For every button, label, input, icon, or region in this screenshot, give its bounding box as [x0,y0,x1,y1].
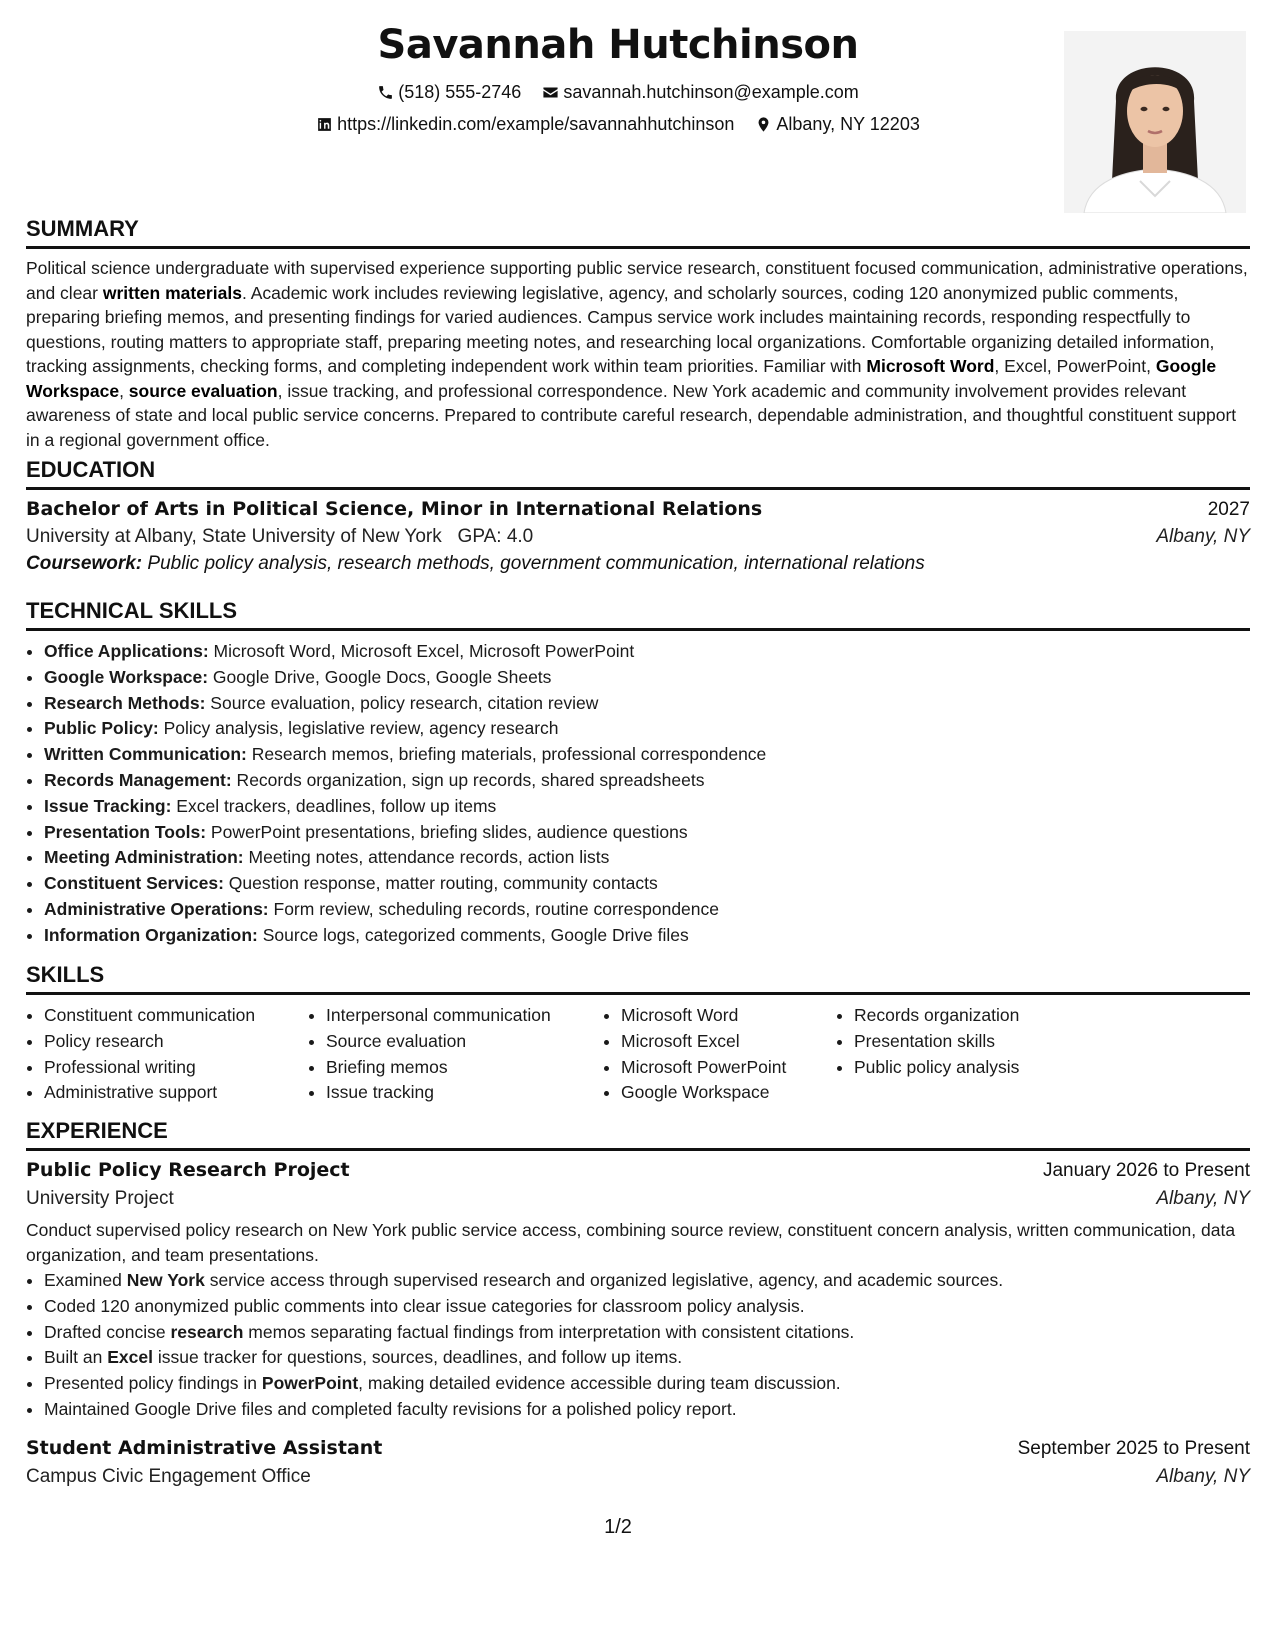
job-org: University Project [26,1188,174,1209]
text-segment: Built an [44,1347,108,1368]
degree-title: Bachelor of Arts in Political Science, Minor in International Relations [26,498,763,520]
skill-item: • Microsoft Excel [621,1029,836,1055]
job-1-row-2 [26,1188,1250,1210]
text-segment: Presented policy findings in [44,1373,262,1394]
experience-bullet [44,1397,1250,1423]
technical-skill-value: Source logs, categorized comments, Google Drive files [257,924,689,945]
bold-text: source evaluation [128,380,278,401]
technical-skill-value: Source evaluation, policy research, citation review [205,692,599,713]
technical-skill-value: Question response, matter routing, community contacts [223,873,658,894]
phone-text[interactable]: (518) 555-2746 [398,82,522,102]
skills-column [26,1003,308,1106]
technical-skill-value: Policy analysis, legislative review, agency research [158,718,559,739]
portrait-illustration [1064,31,1246,213]
technical-skill-label: Information Organization: [44,924,258,945]
job-dates: January 2026 to Present [1042,1160,1250,1181]
summary-paragraph [26,256,1250,452]
job-org: Campus Civic Engagement Office [26,1465,311,1487]
bold-text: Excel [107,1347,153,1368]
location-pin-icon [755,116,772,133]
technical-skill-label: Office Applications: [44,641,209,661]
skill-item: • Policy research [44,1029,308,1055]
technical-skill-label: Administrative Operations: [44,898,269,919]
technical-skill-value: Form review, scheduling records, routine correspondence [268,898,720,919]
technical-skill-label: Presentation Tools: [44,821,207,842]
candidate-name: Savannah Hutchinson [377,22,859,68]
skills-section [26,962,1250,1106]
skill-item: • Professional writing [44,1055,308,1081]
text-segment: Political science undergraduate with supervised experience supporting public service research, constituent focused communication, administrative operations, and clear [26,258,1248,303]
skill-item: • Google Workspace [621,1080,836,1106]
technical-skill-value: Meeting notes, attendance records, action lists [243,847,610,868]
skill-item: • Presentation skills [854,1029,1074,1055]
linkedin-item [316,114,734,135]
contact-row-2 [6,114,1230,138]
job-title: Public Policy Research Project [26,1159,350,1181]
technical-skill-label: Public Policy: [44,718,159,739]
job-dates: September 2025 to Present [1017,1437,1250,1459]
school-location: Albany, NY [1156,526,1250,547]
bold-text: research [170,1321,244,1342]
experience-bullet [44,1320,1250,1346]
summary-section [26,216,1250,452]
text-segment: , Excel, PowerPoint, [994,356,1156,376]
technical-skill-item [44,845,1250,871]
technical-skills-section [26,598,1250,949]
bold-text: PowerPoint [261,1373,359,1394]
email-icon [542,84,559,101]
technical-skill-label: Records Management: [44,769,232,790]
phone-icon [377,84,394,101]
page-number: 1/2 [604,1516,632,1538]
resume-page [26,0,1250,1650]
technical-skill-value: Research memos, briefing materials, professional correspondence [246,744,767,765]
skill-item: • Interpersonal communication [326,1003,603,1029]
education-row-1 [26,498,1250,521]
education-row-2 [26,526,1250,548]
technical-skill-item [44,691,1250,717]
technical-skill-item [44,742,1250,768]
technical-skill-label: Written Communication: [44,744,247,765]
job-2-row-2 [26,1466,1250,1488]
skills-heading: SKILLS [26,962,1250,995]
technical-skill-label: Research Methods: [44,692,206,713]
skills-column [308,1003,603,1106]
job-1-bullets [26,1268,1250,1423]
technical-skill-item [44,871,1250,897]
skill-item: • Public policy analysis [854,1055,1074,1081]
technical-skill-value: PowerPoint presentations, briefing slides, audience questions [206,821,688,842]
job-1-row-1 [26,1159,1250,1182]
profile-photo [1064,31,1246,213]
technical-skill-value: Google Drive, Google Docs, Google Sheets [208,666,552,687]
coursework-text: Public policy analysis, research methods, government communication, international relations [142,553,925,574]
technical-skill-label: Issue Tracking: [44,795,172,816]
education-section [26,457,1250,575]
skill-item: • Source evaluation [326,1029,603,1055]
bold-text: Google Workspace [26,356,1217,401]
summary-heading: SUMMARY [26,216,1250,249]
contact-row-1 [6,82,1230,106]
text-segment: , [119,380,129,401]
bold-text: New York [126,1270,205,1290]
job-location: Albany, NY [1156,1465,1250,1487]
technical-skill-item [44,897,1250,923]
text-segment: Maintained Google Drive files and completed faculty revisions for a polished policy report. [44,1398,737,1419]
job-description: Conduct supervised policy research on New York public service access, combining source review, constituent concern analysis, written communication, data organization, and team presentations. [26,1220,1236,1265]
text-segment: Coded 120 anonymized public comments into clear issue categories for classroom policy analysis. [44,1295,805,1316]
experience-bullet [44,1345,1250,1371]
text-segment: memos separating factual findings from interpretation with consistent citations. [243,1321,855,1342]
technical-skill-label: Constituent Services: [44,873,224,894]
skill-item: • Microsoft PowerPoint [621,1055,836,1081]
email-item [542,82,858,103]
technical-skills-heading: TECHNICAL SKILLS [26,598,1250,631]
technical-skill-label: Meeting Administration: [44,847,244,868]
text-segment: . Academic work includes reviewing legislative, agency, and scholarly sources, coding 120 anonymized public comments, preparing briefing memos, and presenting findings for varied audiences. Campus service work includes maintaining records, responding respectfully to questions, routing matters to appropriate staff, preparing meeting notes, and researching local organizations. Comfortable organizing detailed information, tracking assignments, checking forms, and completing independent work within team priorities. Familiar with [26,282,1215,376]
technical-skills-list [26,639,1250,949]
skill-item: • Administrative support [44,1080,308,1106]
skills-column [836,1003,1074,1106]
education-heading: EDUCATION [26,457,1250,490]
location-text: Albany, NY 12203 [776,114,920,134]
bold-text: Microsoft Word [866,356,995,376]
graduation-year: 2027 [1207,499,1250,520]
technical-skill-value: Excel trackers, deadlines, follow up items [171,795,497,816]
experience-bullet [44,1294,1250,1320]
skill-item: • Issue tracking [326,1080,603,1106]
job-title: Student Administrative Assistant [26,1436,383,1459]
skill-item: • Microsoft Word [621,1003,836,1029]
bold-text: written materials [102,282,242,303]
technical-skill-item [44,923,1250,949]
technical-skill-value: Records organization, sign up records, shared spreadsheets [231,769,705,790]
skills-grid [26,1003,1250,1106]
experience-section [26,1118,1250,1488]
school-name: University at Albany, State University of New York GPA: 4.0 [26,526,534,547]
skill-item: • Constituent communication [44,1003,308,1029]
technical-skill-item [44,639,1250,665]
experience-heading: EXPERIENCE [26,1118,1250,1151]
technical-skill-label: Google Workspace: [44,666,209,687]
skill-item: • Records organization [854,1003,1074,1029]
technical-skill-value: Microsoft Word, Microsoft Excel, Microsoft PowerPoint [208,641,635,661]
technical-skill-item [44,794,1250,820]
phone-item [377,82,521,103]
email-text[interactable]: savannah.hutchinson@example.com [563,82,859,102]
text-segment: service access through supervised research and organized legislative, agency, and academic sources. [204,1270,1004,1290]
location-item [755,114,919,135]
linkedin-icon [316,116,333,133]
job-location: Albany, NY [1156,1188,1250,1209]
coursework-line [26,553,1250,575]
experience-bullet [44,1371,1250,1397]
text-segment: , issue tracking, and professional correspondence. New York academic and community involvement provides relevant awareness of state and local public service concerns. Prepared to contribute careful research, dependable administration, and thoughtful constituent support in a regional government office. [26,380,1237,450]
experience-bullet [44,1268,1250,1294]
job-2-row-1 [26,1437,1250,1460]
technical-skill-item [44,665,1250,691]
skill-item: • Briefing memos [326,1055,603,1081]
text-segment: issue tracker for questions, sources, deadlines, and follow up items. [152,1347,683,1368]
coursework-label: Coursework: [26,553,143,574]
text-segment: Drafted concise [44,1321,171,1342]
linkedin-text[interactable]: https://linkedin.com/example/savannahhutchinson [337,114,735,134]
technical-skill-item [44,716,1250,742]
skills-column [603,1003,836,1106]
text-segment: , making detailed evidence accessible during team discussion. [358,1373,841,1394]
technical-skill-item [44,768,1250,794]
text-segment: Examined [44,1270,127,1290]
technical-skill-item [44,820,1250,846]
